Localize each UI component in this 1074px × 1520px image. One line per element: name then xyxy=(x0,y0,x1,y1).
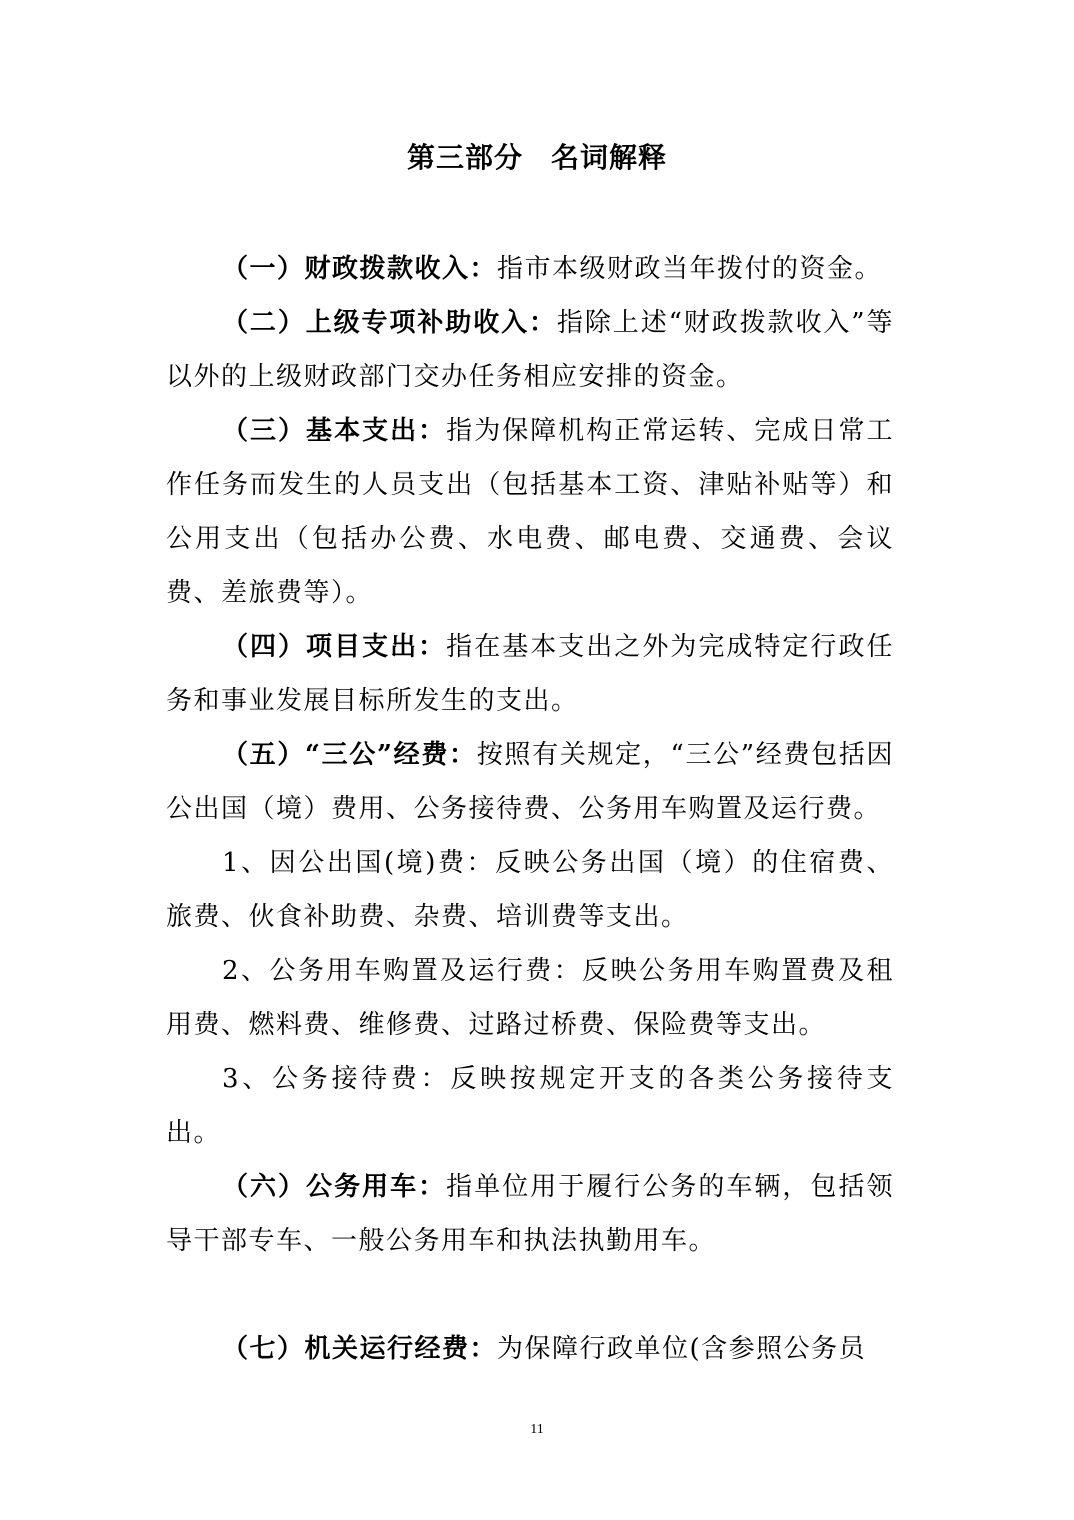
definition-basic-expenditure xyxy=(166,404,894,620)
definition-text: 指单位用于履行公务的车辆，包括领导干部专车、一般公务用车和执法执勤用车。 xyxy=(166,1172,894,1256)
subitem-text: 1、因公出国(境)费：反映公务出国（境）的住宿费、旅费、伙食补助费、杂费、培训费等支出。 xyxy=(166,848,894,932)
definition-fiscal-appropriation xyxy=(166,242,894,296)
subitem-official-reception xyxy=(166,1052,894,1160)
definition-operating-expenses xyxy=(166,1322,894,1376)
subitem-text: 2、公务用车购置及运行费：反映公务用车购置费及租用费、燃料费、维修费、过路过桥费、保险费等支出。 xyxy=(166,956,894,1040)
definition-text: 指市本级财政当年拨付的资金。 xyxy=(497,254,883,284)
term-label: （二）上级专项补助收入： xyxy=(222,308,557,338)
definition-text: 指除上述“财政拨款收入”等以外的上级财政部门交办任务相应安排的资金。 xyxy=(166,308,894,392)
term-label: （七）机关运行经费： xyxy=(222,1334,498,1364)
subitem-vehicle-purchase-operation xyxy=(166,944,894,1052)
term-label: （三）基本支出： xyxy=(222,416,447,446)
definitions-body xyxy=(166,242,894,1268)
term-label: （六）公务用车： xyxy=(222,1172,447,1202)
definition-three-public-expenses xyxy=(166,728,894,836)
definition-text: 指在基本支出之外为完成特定行政任务和事业发展目标所发生的支出。 xyxy=(166,632,894,716)
term-label: （五）“三公”经费： xyxy=(222,740,477,770)
definition-superior-special-subsidy xyxy=(166,296,894,404)
term-label: （一）财政拨款收入： xyxy=(222,254,498,284)
title-heading-label: 名词解释 xyxy=(551,141,668,174)
term-label: （四）项目支出： xyxy=(222,632,447,662)
definition-text: 为保障行政单位(含参照公务员 xyxy=(497,1334,867,1364)
definition-text: 按照有关规定，“三公”经费包括因公出国（境）费用、公务接待费、公务用车购置及运行费。 xyxy=(166,740,894,824)
page-title xyxy=(0,132,1074,184)
definitions-body-continued xyxy=(166,1322,894,1376)
definition-official-vehicle xyxy=(166,1160,894,1268)
subitem-text: 3、公务接待费：反映按规定开支的各类公务接待支出。 xyxy=(166,1064,894,1148)
definition-project-expenditure xyxy=(166,620,894,728)
title-part-label: 第三部分 xyxy=(406,141,523,174)
page-number: 11 xyxy=(530,1422,544,1437)
subitem-overseas-travel xyxy=(166,836,894,944)
definition-text: 指为保障机构正常运转、完成日常工作任务而发生的人员支出（包括基本工资、津贴补贴等）和公用支出（包括办公费、水电费、邮电费、交通费、会议费、差旅费等）。 xyxy=(166,416,894,608)
